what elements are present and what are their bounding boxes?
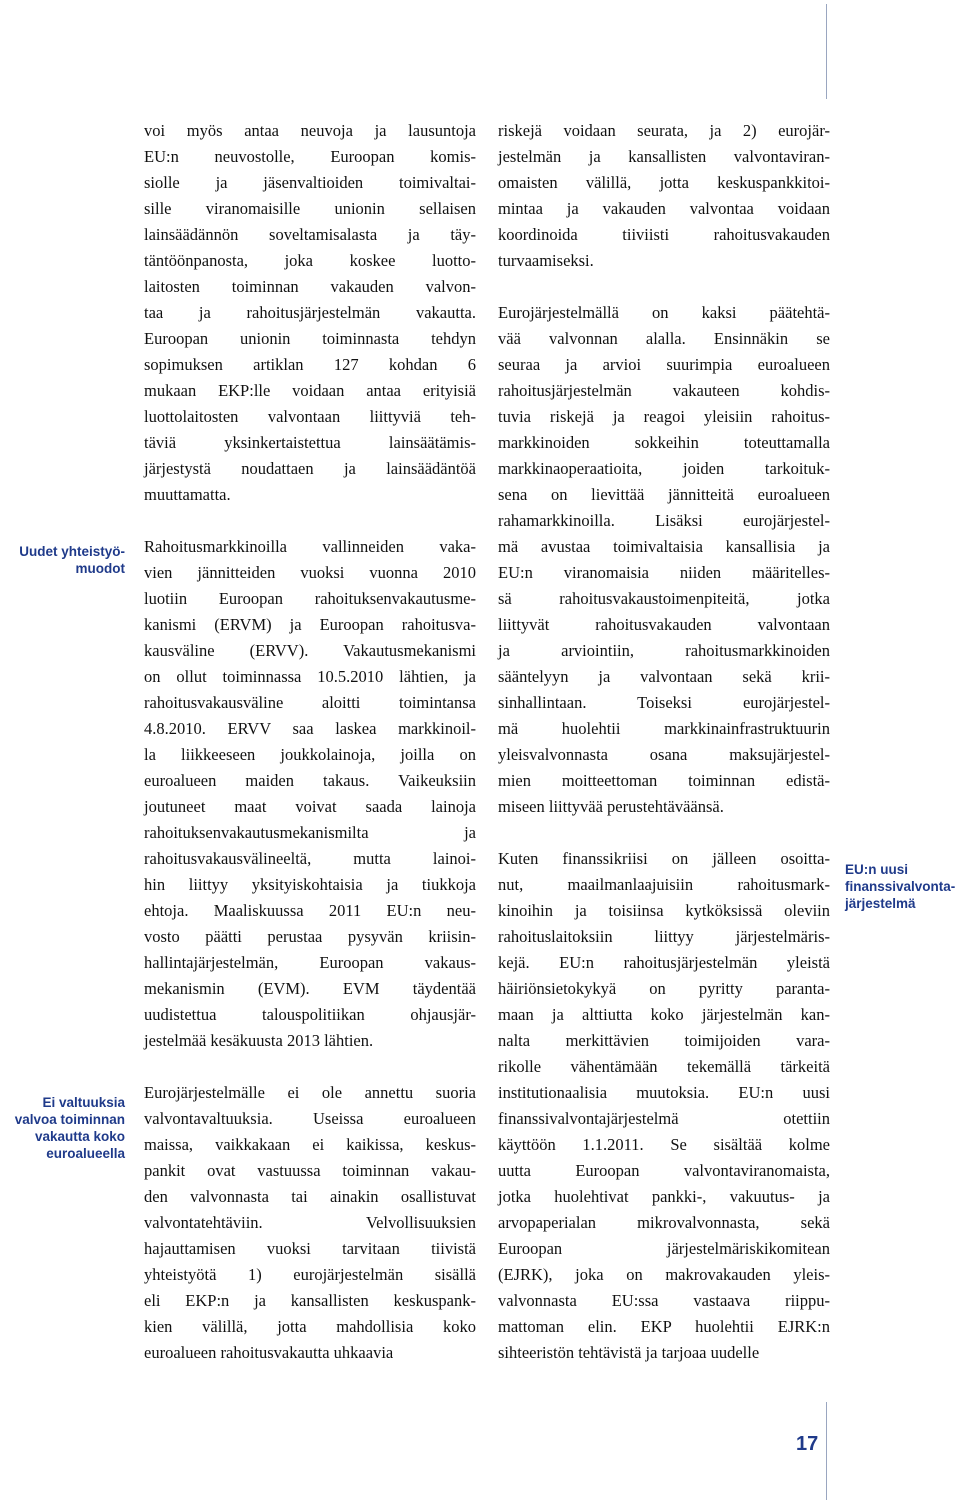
margin-note-line: Uudet yhteistyö- <box>19 544 125 559</box>
text-line: sille viranomaisille unionin sellaisen <box>144 199 476 218</box>
text-line: hajauttamisen vuoksi tarvitaan tiivistä <box>144 1239 476 1258</box>
text-line: eli EKP:n ja kansallisten keskuspank- <box>144 1291 476 1310</box>
text-line: nalta merkittävien toimijoiden vara- <box>498 1031 830 1050</box>
text-line: hallintajärjestelmän, Euroopan vakaus- <box>144 953 476 972</box>
text-line: voi myös antaa neuvoja ja lausuntoja <box>144 121 476 140</box>
margin-note-line: muodot <box>75 561 125 576</box>
left-column <box>144 118 476 1366</box>
text-line: nut, maailmanlaajuisiin rahoitusmark- <box>498 875 830 894</box>
text-line: sinhallintaan. Toiseksi eurojärjestel- <box>498 693 830 712</box>
text-line: Euroopan järjestelmäriskikomitean <box>498 1239 830 1258</box>
margin-note-no-mandate <box>15 1094 125 1162</box>
text-line: rahamarkkinoilla. Lisäksi eurojärjestel- <box>498 511 830 530</box>
text-line: EU:n neuvostolle, Euroopan komis- <box>144 147 476 166</box>
text-line: (EJRK), joka on makrovakauden yleis- <box>498 1265 830 1284</box>
text-line: euroalueen rahoitusvakautta uhkaavia <box>144 1343 394 1362</box>
right-paragraph-3 <box>498 846 830 1366</box>
text-line: järjestystä noudattaen ja lainsäädäntöä <box>144 459 476 478</box>
text-line: kien välillä, jotta mahdollisia koko <box>144 1317 476 1336</box>
text-line: Kuten finanssikriisi on jälleen osoitta- <box>498 849 830 868</box>
bottom-right-rule <box>826 1402 827 1500</box>
text-line: sihteeristön tehtävistä ja tarjoaa uudelle <box>498 1343 760 1362</box>
page-number: 17 <box>796 1433 819 1455</box>
text-line: uutta Euroopan valvontaviranomaista, <box>498 1161 830 1180</box>
margin-note-line: järjestelmä <box>845 896 916 911</box>
text-line: luottolaitosten valvontaan liittyviä teh- <box>144 407 476 426</box>
left-paragraph-3 <box>144 1080 476 1366</box>
text-line: 4.8.2010. ERVV saa laskea markkinoil- <box>144 719 476 738</box>
text-line: maan ja alttiutta koko järjestelmän kan- <box>498 1005 830 1024</box>
text-line: jestelmän ja kansallisten valvontaviran- <box>498 147 830 166</box>
text-line: den valvonnasta tai ainakin osallistuvat <box>144 1187 476 1206</box>
text-line: hin liittyy yksityiskohtaisia ja tiukkoja <box>144 875 476 894</box>
text-line: käyttöön 1.1.2011. Se sisältää kolme <box>498 1135 830 1154</box>
text-line: miseen liittyvää perustehtäväänsä. <box>498 797 724 816</box>
text-line: on ollut toiminnassa 10.5.2010 lähtien, ja <box>144 667 476 686</box>
text-line: luotiin Euroopan rahoituksenvakautusme- <box>144 589 476 608</box>
text-line: yhteistyötä 1) eurojärjestelmän sisällä <box>144 1265 476 1284</box>
text-line: rahoituksenvakautusmekanismilta ja <box>144 823 476 842</box>
text-line: valvontavaltuuksia. Useissa euroalueen <box>144 1109 476 1128</box>
text-line: mattoman elin. EKP huolehtii EJRK:n <box>498 1317 830 1336</box>
text-line: riskejä voidaan seurata, ja 2) eurojär- <box>498 121 830 140</box>
text-line: arvopaperialan mikrovalvonnasta, sekä <box>498 1213 830 1232</box>
text-line: vien jännitteiden vuoksi vuonna 2010 <box>144 563 476 582</box>
margin-note-line: valvoa toiminnan <box>14 1112 125 1127</box>
text-line: rahoitusvakausväline aloitti toimintansa <box>144 693 476 712</box>
text-line: sena on lievittää jännitteitä euroalueen <box>498 485 830 504</box>
right-paragraph-2 <box>498 300 830 820</box>
text-line: uudistettua talouspolitiikan ohjausjär- <box>144 1005 476 1024</box>
text-line: markkinaoperaatioita, joiden tarkoituk- <box>498 459 830 478</box>
left-paragraph-2 <box>144 534 476 1054</box>
text-line: mien moitteettoman toiminnan edistä- <box>498 771 830 790</box>
text-line: yleisvalvonnasta osana maksujärjestel- <box>498 745 830 764</box>
text-line: vää valvonnan alalla. Ensinnäkin se <box>498 329 830 348</box>
left-paragraph-1 <box>144 118 476 508</box>
text-line: sopimuksen artiklan 127 kohdan 6 <box>144 355 476 374</box>
text-line: rikolle vähentämään tekemällä tärkeitä <box>498 1057 830 1076</box>
text-line: ja arviointiin, rahoitusmarkkinoiden <box>498 641 830 660</box>
text-line: Eurojärjestelmällä on kaksi päätehtä- <box>498 303 830 322</box>
right-paragraph-1 <box>498 118 830 274</box>
text-line: koordinoida tiiviisti rahoitusvakauden <box>498 225 830 244</box>
text-line: joutuneet maat voivat saada lainoja <box>144 797 476 816</box>
text-line: seuraa ja arvioi suurimpia euroalueen <box>498 355 830 374</box>
margin-note-line: vakautta koko <box>34 1129 125 1144</box>
text-line: Rahoitusmarkkinoilla vallinneiden vaka- <box>144 537 476 556</box>
text-line: lainsäädännön soveltamisalasta ja täy- <box>144 225 476 244</box>
text-line: siolle ja jäsenvaltioiden toimivaltai- <box>144 173 476 192</box>
text-line: muuttamatta. <box>144 485 231 504</box>
text-line: omaisten välillä, jotta keskuspankkitoi- <box>498 173 830 192</box>
right-column <box>498 118 830 1366</box>
margin-note-line: euroalueella <box>46 1146 125 1161</box>
text-line: taa ja rahoitusjärjestelmän vakautta. <box>144 303 476 322</box>
text-line: EU:n viranomaisia niiden määritelles- <box>498 563 830 582</box>
text-line: valvonnasta EU:ssa vastaava riippu- <box>498 1291 830 1310</box>
text-line: maissa, vaikkakaan ei kaikissa, keskus- <box>144 1135 476 1154</box>
text-line: tuvia riskejä ja reagoi yleisiin rahoitus- <box>498 407 830 426</box>
text-line: pankit ovat vastuussa toiminnan vakau- <box>144 1161 476 1180</box>
text-line: vosto päätti perustaa pysyvän kriisin- <box>144 927 476 946</box>
text-line: laitosten toiminnan vakauden valvon- <box>144 277 476 296</box>
text-line: kausväline (ERVV). Vakautusmekanismi <box>144 641 476 660</box>
text-line: kanismi (ERVM) ja Euroopan rahoitusva- <box>144 615 476 634</box>
text-line: rahoituslaitoksiin liittyy järjestelmäris- <box>498 927 830 946</box>
text-line: mä huolehtii markkinainfrastruktuurin <box>498 719 830 738</box>
text-line: mukaan EKP:lle voidaan antaa erityisiä <box>144 381 476 400</box>
text-line: täviä yksinkertaistettua lainsäätämis- <box>144 433 476 452</box>
text-line: häiriönsietokykyä on pyritty paranta- <box>498 979 830 998</box>
text-line: Euroopan unionin toiminnasta tehdyn <box>144 329 476 348</box>
text-line: liittyvät rahoitusvakauden valvontaan <box>498 615 830 634</box>
text-line: turvaamiseksi. <box>498 251 594 270</box>
text-line: Eurojärjestelmälle ei ole annettu suoria <box>144 1083 476 1102</box>
text-line: la liikkeeseen joukkolainoja, joilla on <box>144 745 476 764</box>
text-line: ehtoja. Maaliskuussa 2011 EU:n neu- <box>144 901 476 920</box>
margin-note-line: Ei valtuuksia <box>42 1095 125 1110</box>
text-line: rahoitusjärjestelmän vakauteen kohdis- <box>498 381 830 400</box>
margin-note-new-supervision <box>845 861 955 912</box>
text-line: mekanismin (EVM). EVM täydentää <box>144 979 476 998</box>
text-line: rahoitusvakausvälineeltä, mutta lainoi- <box>144 849 476 868</box>
text-line: markkinoiden sokkeihin toteuttamalla <box>498 433 830 452</box>
text-line: mä avustaa toimivaltaisia kansallisia ja <box>498 537 830 556</box>
text-line: valvontatehtäviin. Velvollisuuksien <box>144 1213 476 1232</box>
text-line: jotka huolehtivat pankki-, vakuutus- ja <box>498 1187 830 1206</box>
text-line: euroalueen maiden takaus. Vaikeuksiin <box>144 771 476 790</box>
text-line: kinoihin ja toisiinsa kytköksissä oleviin <box>498 901 830 920</box>
text-line: täntöönpanosta, joka koskee luotto- <box>144 251 476 270</box>
margin-note-cooperation <box>19 543 125 577</box>
margin-note-line: finanssivalvonta- <box>845 879 956 894</box>
text-line: mintaa ja vakauden valvontaa voidaan <box>498 199 830 218</box>
text-line: kejä. EU:n rahoitusjärjestelmän yleistä <box>498 953 830 972</box>
text-line: jestelmää kesäkuusta 2013 lähtien. <box>144 1031 374 1050</box>
text-line: finanssivalvontajärjestelmä otettiin <box>498 1109 830 1128</box>
text-line: sä rahoitusvakaustoimenpiteitä, jotka <box>498 589 830 608</box>
margin-note-line: EU:n uusi <box>845 862 908 877</box>
top-right-rule <box>826 4 827 99</box>
text-line: institutionaalisia muutoksia. EU:n uusi <box>498 1083 830 1102</box>
text-line: sääntelyyn ja valvontaan sekä krii- <box>498 667 830 686</box>
